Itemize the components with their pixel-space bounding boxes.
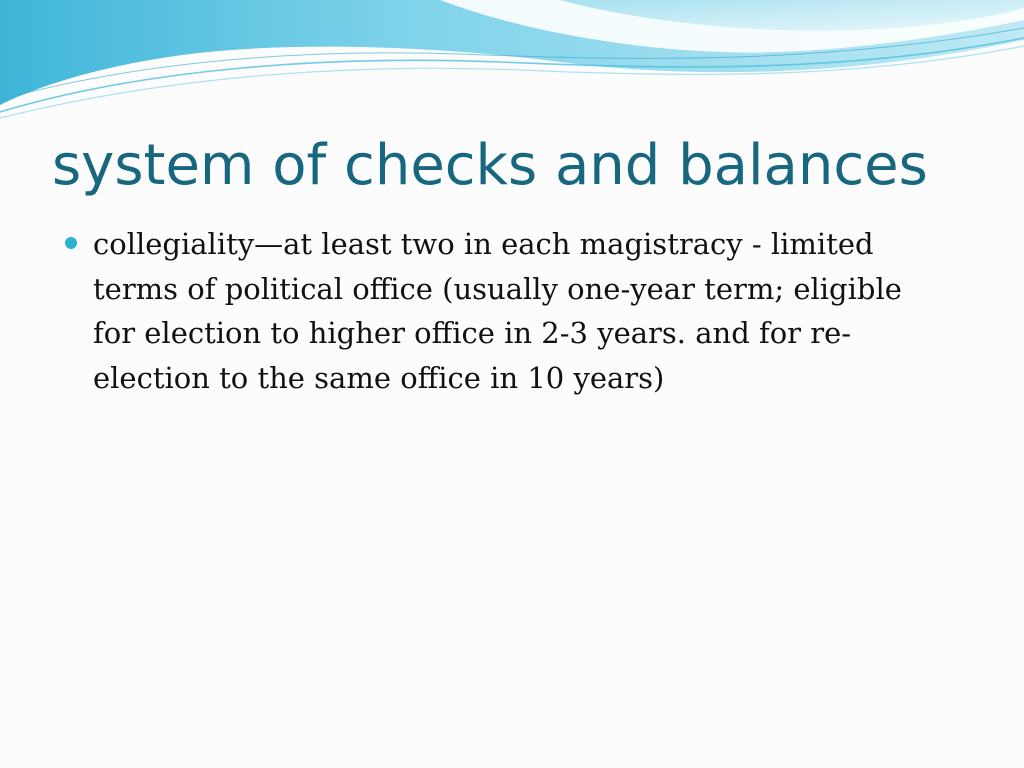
bullet-item (64, 222, 984, 400)
header-wave-decoration (0, 0, 1024, 130)
bullet-list (64, 222, 984, 400)
bullet-line-4: election to the same office in 10 years) (93, 360, 665, 395)
bullet-line-1: collegiality—at least two in each magistracy - limited (93, 227, 874, 261)
bullet-line-2: terms of political office (usually one-year term; eligible (93, 271, 902, 306)
slide-title: system of checks and balances (52, 133, 928, 198)
bullet-line-3: for election to higher office in 2-3 years. and for re- (93, 316, 852, 350)
bullet-dot-icon (65, 237, 77, 249)
